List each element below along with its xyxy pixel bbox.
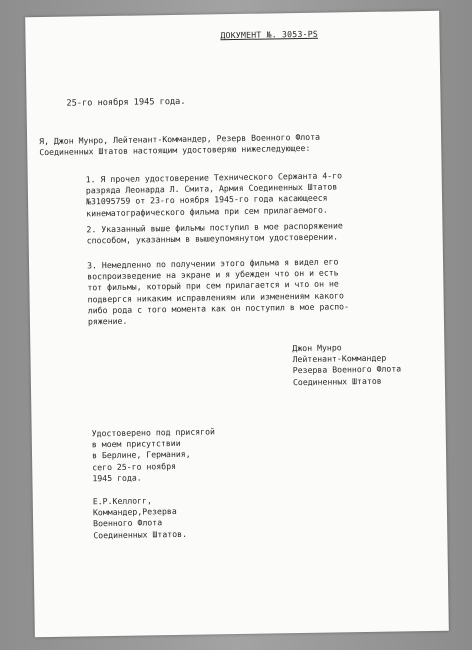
signature-block-munro: Джон Мунро Лейтенант-Коммандер Резерва Военного Флота Соединенных Штатов (292, 342, 402, 387)
document-number: ДОКУМЕНТ №. 3053-РS (220, 28, 318, 41)
intro-statement: Я, Джон Мунро, Лейтенант-Коммандер, Резерв Военного Флота Соединенных Штатов настоящим удостоверяю нижеследующее: (39, 131, 321, 158)
document-date: 25-го ноября 1945 года. (66, 96, 186, 109)
signature-block-kellogg: Е.Р.Келлогг, Коммандер,Резерва Военного Флота Соединенных Штатов. (92, 495, 188, 540)
attestation-block: Удостоверено под присягой в моем присутствии в Берлине, Германия, сего 25-го ноября 1945 года. (91, 426, 215, 484)
paragraph-2: 2. Указанный выше фильмы поступил в мое распоряжение способом, указанным в вышеупомянутом удостоверении. (86, 220, 343, 246)
document-page (25, 11, 449, 637)
paragraph-3: 3. Немедленно по получении этого фильма я видел его воспроизведение на экране и я убежден что он и есть тот фильмы, который при сем прилагается и что он не подвергся никаким исправлениям или изменениям какого либо рода с того момента как он поступил в мое распо- ряжение. (86, 256, 350, 327)
paragraph-1: 1. Я прочел удостоверение Технического Сержанта 4-го разряда Леонарда Л. Смита, Армия Соединенных Штатов №31095759 от 23-го ноября 1945-го года касающееся кинематографического фильма при сем прилагаемого. (85, 170, 343, 218)
